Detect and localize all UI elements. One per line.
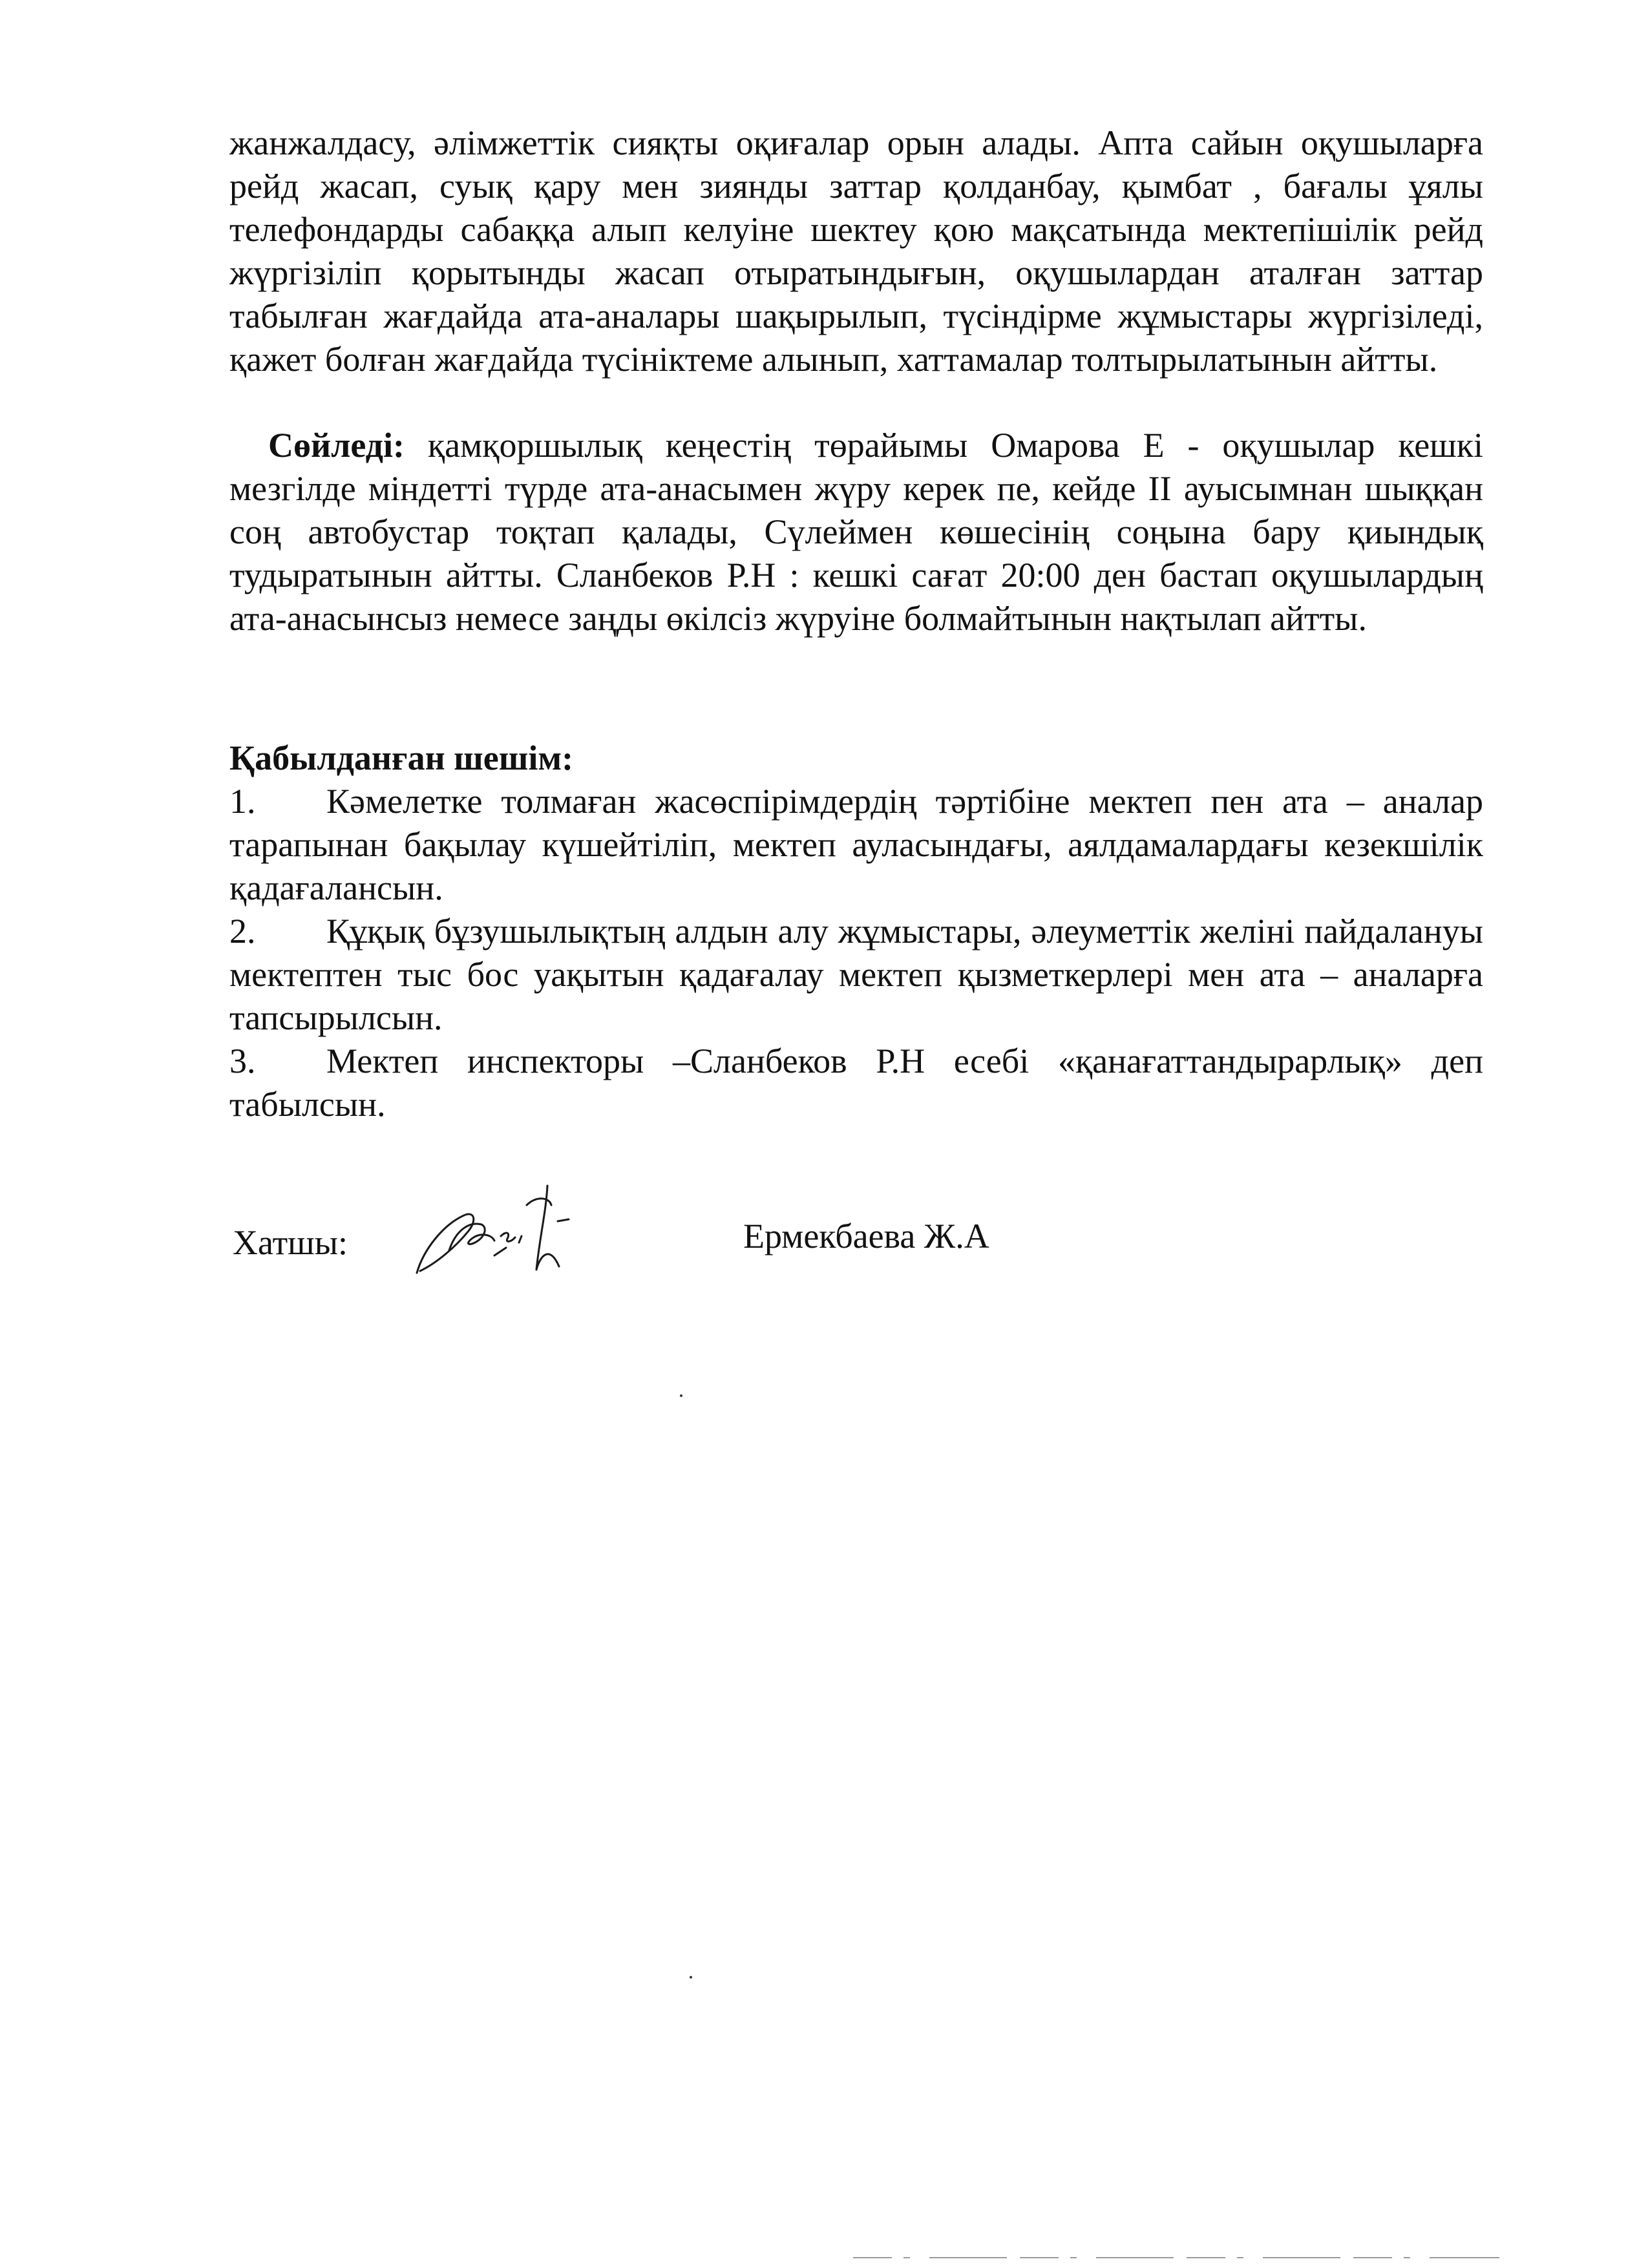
speech-paragraph <box>229 424 1483 640</box>
decision-item-text: Кәмелетке толмаған жасөспірімдердің тәртібіне мектеп пен ата – аналар тарапынан бақылау күшейтіліп, мектеп ауласындағы, аялдамалардағы кезекшілік қадағалансын. <box>229 782 1483 907</box>
secretary-name: Ермекбаева Ж.А <box>743 1217 989 1255</box>
decision-item-text: Құқық бұзушылықтың алдын алу жұмыстары, әлеуметтік желіні пайдалануы мектептен тыс бос уақытын қадағалау мектеп қызметкерлері мен ата – аналарға тапсырылсын. <box>229 912 1483 1037</box>
decision-list <box>229 780 1483 1126</box>
speaker-label: Сөйледі: <box>268 426 405 465</box>
decision-item-number: 2. <box>229 912 256 950</box>
decision-item-text: Мектеп инспекторы –Сланбеков Р.Н есебі «қанағаттандырарлық» деп табылсын. <box>229 1042 1483 1124</box>
decision-title: Қабылданған шешім: <box>229 739 574 777</box>
decision-item <box>229 1040 1483 1126</box>
intro-paragraph: жанжалдасу, әлімжеттік сияқты оқиғалар орын алады. Апта сайын оқушыларға рейд жасап, суық қару мен зиянды заттар қолданбау, қымбат , бағалы ұялы телефондарды сабаққа алып келуіне шектеу қою мақсатында мектепішілік рейд жүргізіліп қорытынды жасап отыратындығын, оқушылардан аталған заттар табылған жағдайда ата-аналары шақырылып, түсіндірме жұмыстары жүргізіледі, қажет болған жағдайда түсініктеме алынып, хаттамалар толтырылатынын айтты. <box>229 123 1483 379</box>
scan-speck <box>680 1394 682 1397</box>
scan-speck <box>690 1976 692 1979</box>
decision-item-number: 3. <box>229 1042 256 1080</box>
secretary-label: Хатшы: <box>233 1223 348 1262</box>
decision-item <box>229 780 1483 910</box>
handwritten-signature <box>404 1160 572 1283</box>
scan-edge-mark <box>853 2256 1499 2259</box>
speech-text: қамқоршылық кеңестің төрайымы Омарова Е - оқушылар кешкі мезгілде міндетті түрде ата-анасымен жүру керек пе, кейде ІІ ауысымнан шыққан соң автобустар тоқтап қалады, Сүлеймен көшесінің соңына бару қиындық тудыратынын айтты. Сланбеков Р.Н : кешкі сағат 20:00 ден бастап оқушылардың ата-анасынсыз немесе заңды өкілсіз жүруіне болмайтынын нақтылап айтты. <box>229 426 1483 638</box>
decision-item-number: 1. <box>229 782 256 821</box>
decision-item <box>229 910 1483 1040</box>
